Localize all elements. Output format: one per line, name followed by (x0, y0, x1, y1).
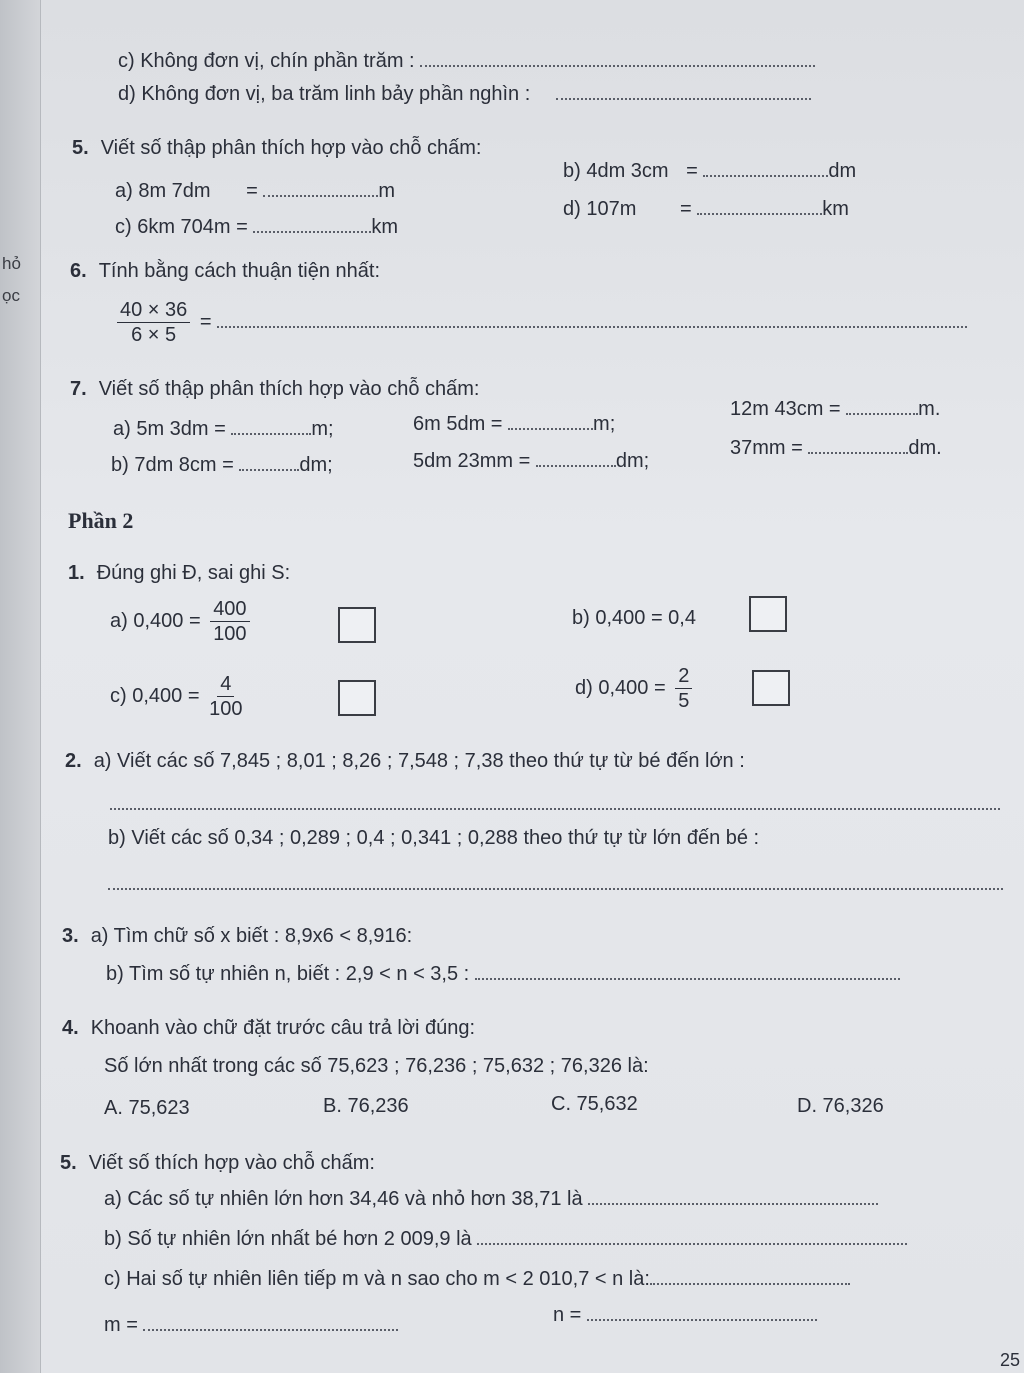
answer-box-b[interactable] (749, 596, 787, 632)
p2-q5-a: a) Các số tự nhiên lớn hơn 34,46 và nhỏ hơn 38,71 là (104, 1188, 878, 1211)
q7-b2: 5dm 23mm = dm; (413, 450, 650, 472)
p2-q5-c: c) Hai số tự nhiên liên tiếp m và n sao cho m < 2 010,7 < n là: (104, 1268, 850, 1291)
option-c[interactable]: C. 75,632 (551, 1093, 638, 1115)
option-a[interactable]: A. 75,623 (104, 1097, 190, 1119)
p2-q1-c: c) 0,400 = $\frac{4}{100}$ (110, 673, 243, 720)
fraction: $\frac{400}{100}$ (210, 597, 249, 646)
answer-line (110, 793, 1000, 816)
q7-a2: 6m 5dm = m; (413, 413, 616, 435)
margin-fragment: ọc (2, 286, 20, 305)
p2-question-5: 5. Viết số thích hợp vào chỗ chấm: (60, 1152, 375, 1174)
question-7: 7. Viết số thập phân thích hợp vào chỗ chấm: (70, 378, 480, 400)
answer-box-c[interactable] (338, 680, 376, 716)
item-c: c) Không đơn vị, chín phần trăm : (118, 50, 815, 73)
p2-question-3a: 3. a) Tìm chữ số x biết : 8,9x6 < 8,916: (62, 925, 413, 947)
page-number: 25 (999, 1350, 1020, 1370)
p2-q1-b: b) 0,400 = 0,4 (572, 607, 696, 629)
fraction: $\frac{40 \times 36}{6 \times 5}$ (117, 298, 190, 347)
p2-q5-b: b) Số tự nhiên lớn nhất bé hơn 2 009,9 là (104, 1228, 907, 1251)
q7-a3: 12m 43cm = m. (730, 398, 941, 420)
fraction: $\frac{4}{100}$ (209, 673, 243, 720)
p2-q5-n: n = (553, 1304, 817, 1327)
p2-question-1: 1. Đúng ghi Đ, sai ghi S: (68, 562, 291, 584)
fraction: $\frac{2}{5}$ (675, 664, 692, 713)
q5-b: b) 4dm 3cm = dm (563, 160, 857, 182)
q5-a: a) 8m 7dm = m (115, 180, 396, 202)
q5-c: c) 6km 704m = km (115, 216, 399, 238)
option-b[interactable]: B. 76,236 (323, 1095, 409, 1117)
left-margin (0, 0, 41, 1373)
answer-box-d[interactable] (752, 670, 790, 706)
answer-box-a[interactable] (338, 607, 376, 643)
answer-line (108, 873, 1003, 896)
question-6: 6. Tính bằng cách thuận tiện nhất: (70, 260, 381, 282)
p2-question-3b: b) Tìm số tự nhiên n, biết : 2,9 < n < 3,5 : (106, 963, 900, 986)
q7-b3: 37mm = dm. (730, 437, 942, 459)
p2-question-2b: b) Viết các số 0,34 ; 0,289 ; 0,4 ; 0,341 ; 0,288 theo thứ tự từ lớn đến bé : (108, 827, 760, 849)
q6-expression: $\frac{40 \times 36}{6 \times 5}$ = (113, 298, 967, 347)
question-5: 5. Viết số thập phân thích hợp vào chỗ chấm: (72, 137, 482, 159)
item-d: d) Không đơn vị, ba trăm linh bảy phần nghìn : (118, 83, 811, 106)
q5-d: d) 107m = km (563, 198, 849, 220)
q7-b: b) 7dm 8cm = dm; (111, 454, 333, 476)
section-heading: Phần 2 (68, 508, 134, 533)
p2-q1-a: a) 0,400 = $\frac{400}{100}$ (110, 597, 254, 646)
p2-question-2a: 2. a) Viết các số 7,845 ; 8,01 ; 8,26 ; 7,548 ; 7,38 theo thứ tự từ bé đến lớn : (65, 750, 745, 772)
p2-question-4: 4. Khoanh vào chữ đặt trước câu trả lời đúng: (62, 1017, 476, 1039)
p2-q5-m: m = (104, 1314, 398, 1337)
option-d[interactable]: D. 76,326 (797, 1095, 884, 1117)
q7-a: a) 5m 3dm = m; (113, 418, 334, 440)
p2-q4-stem: Số lớn nhất trong các số 75,623 ; 76,236 ; 75,632 ; 76,326 là: (104, 1055, 649, 1077)
margin-fragment: hỏ (2, 254, 21, 273)
p2-q1-d: d) 0,400 = $\frac{2}{5}$ (575, 664, 696, 713)
